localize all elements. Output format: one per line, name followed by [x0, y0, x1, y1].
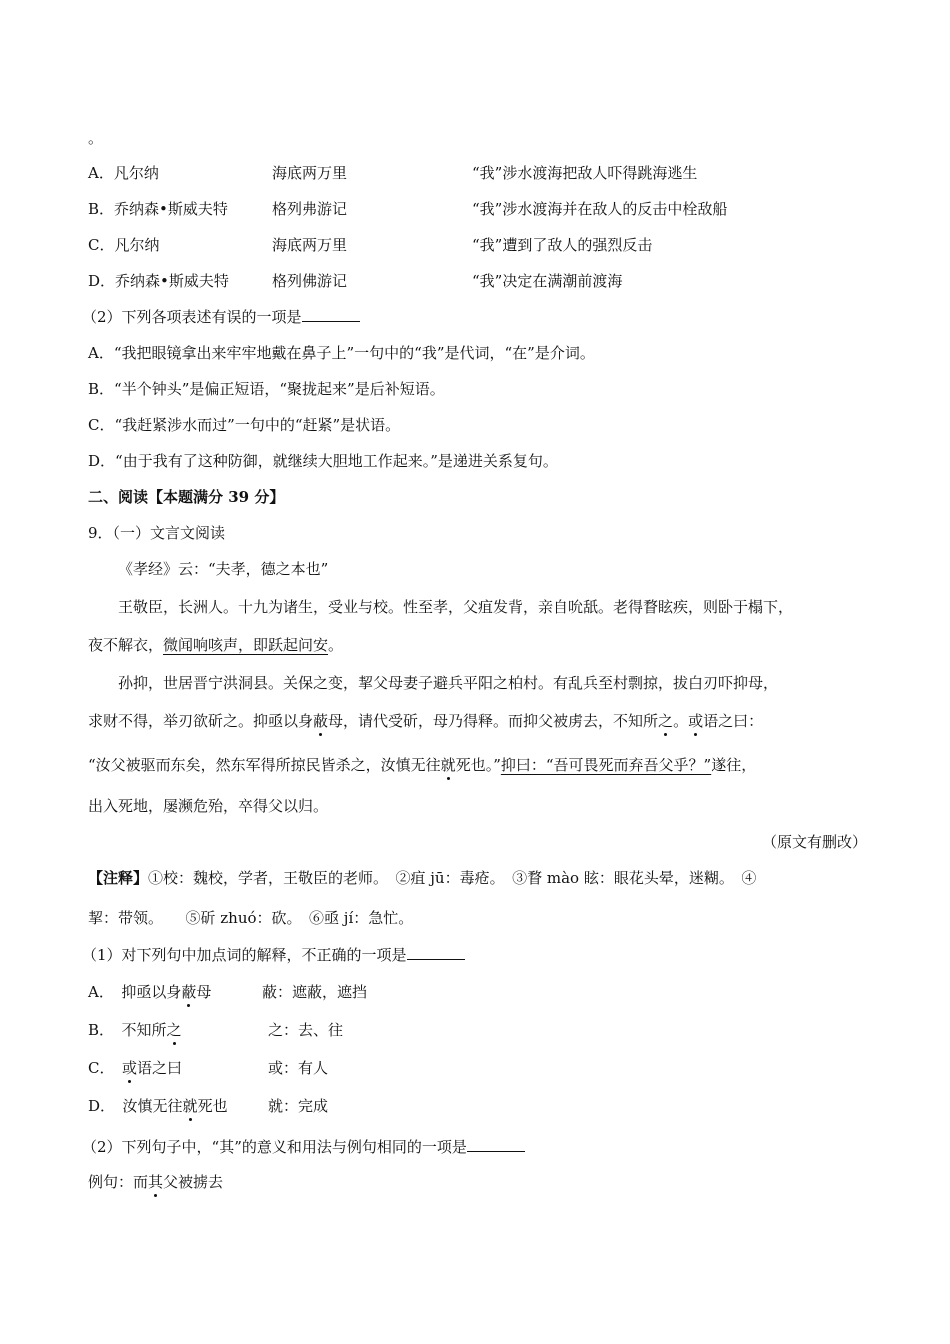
q9-1-option-a-expl: 蔽：遮蔽，遮挡 — [262, 983, 368, 1001]
q8-1-option-a-book: 海底两万里 — [272, 164, 348, 182]
q9-title: 9．（一）文言文阅读 — [88, 524, 226, 542]
top-mark: 。 — [88, 129, 104, 147]
q9-1-option-a: A． 抑亟以身蔽母 — [88, 983, 212, 1001]
dotted-char: 就 — [182, 1097, 198, 1115]
passage-p2-line2: 求财不得，举刃欲斫之。抑亟以身蔽母，请代受斫，母乃得释。而抑父被虏去，不知所之。或语之曰： — [88, 712, 764, 730]
q9-1-option-b: B． 不知所之 — [88, 1021, 182, 1039]
q9-1-stem: （1）对下列句中加点词的解释，不正确的一项是 — [82, 945, 465, 965]
q9-1-option-b-expl: 之：去、往 — [268, 1021, 344, 1039]
q8-2-option-d: D．“由于我有了这种防御，就继续大胆地工作起来。”是递进关系复句。 — [88, 452, 558, 470]
dotted-char: 之 — [658, 712, 674, 730]
passage-source: （原文有删改） — [762, 833, 868, 851]
passage-p2-line1: 孙抑，世居晋宁洪洞县。关保之变，挈父母妻子避兵平阳之柏村。有乱兵至村剽掠，拔白刃吓抑母， — [118, 674, 779, 692]
answer-blank[interactable] — [302, 307, 360, 322]
q9-1-option-d-expl: 就：完成 — [268, 1097, 329, 1115]
dotted-char: 就 — [440, 756, 456, 774]
q8-1-option-c-label: C．凡尔纳 — [88, 236, 160, 254]
dotted-char: 蔽 — [313, 712, 329, 730]
q9-2-example: 例句：而其父被掳去 — [88, 1173, 224, 1191]
passage-p2-line3: “汝父被驱而东矣，然东军得所掠民皆杀之，汝慎无往就死也。”抑曰：“吾可畏死而弃吾父乎？”遂往， — [88, 756, 757, 774]
answer-blank[interactable] — [467, 1137, 525, 1152]
q8-1-option-b-label: B．乔纳森•斯威夫特 — [88, 200, 228, 218]
passage-intro: 《孝经》云：“夫孝，德之本也” — [118, 560, 329, 578]
passage-p1-line2: 夜不解衣，微闻响咳声，即跃起问安。 — [88, 636, 344, 654]
q8-1-option-a-event: “我”涉水渡海把敌人吓得跳海逃生 — [472, 164, 698, 182]
answer-blank[interactable] — [407, 945, 465, 960]
q8-1-option-b-event: “我”涉水渡海并在敌人的反击中栓敌船 — [472, 200, 728, 218]
q8-1-option-b-book: 格列弗游记 — [272, 200, 348, 218]
q8-2-option-b: B．“半个钟头”是偏正短语，“聚拢起来”是后补短语。 — [88, 380, 445, 398]
section-title: 二、阅读【本题满分 39 分】 — [88, 488, 285, 506]
notes-line1: 【注释】①校：魏校，学者，王敬臣的老师。 ②疽 jū：毒疮。 ③瞀 mào 眩：眼花头晕，迷糊。 ④ — [88, 869, 757, 887]
q9-2-stem: （2）下列句子中，“其”的意义和用法与例句相同的一项是 — [82, 1137, 525, 1157]
q8-1-option-d-book: 格列佛游记 — [272, 272, 348, 290]
q8-2-option-a: A．“我把眼镜拿出来牢牢地戴在鼻子上”一句中的“我”是代词，“在”是介词。 — [88, 344, 595, 362]
underlined-sentence: 抑曰：“吾可畏死而弃吾父乎？” — [500, 756, 712, 774]
q8-1-option-c-book: 海底两万里 — [272, 236, 348, 254]
q8-2-option-c: C．“我赶紧涉水而过”一句中的“赶紧”是状语。 — [88, 416, 401, 434]
q9-1-option-d: D． 汝慎无往就死也 — [88, 1097, 228, 1115]
passage-p2-line4: 出入死地，屡濒危殆，卒得父以归。 — [88, 797, 329, 815]
dotted-char: 蔽 — [181, 983, 197, 1001]
q9-1-option-c-expl: 或：有人 — [268, 1059, 329, 1077]
dotted-char: 或 — [688, 712, 704, 730]
notes-line2: 挈：带领。 ⑤斫 zhuó：砍。 ⑥亟 jí：急忙。 — [88, 909, 414, 927]
underlined-sentence: 微闻响咳声，即跃起问安 — [163, 636, 329, 654]
q8-1-option-d-label: D．乔纳森•斯威夫特 — [88, 272, 229, 290]
q9-1-option-c: C． 或语之曰 — [88, 1059, 183, 1077]
dotted-char: 之 — [166, 1021, 182, 1039]
q8-1-option-a-label: A．凡尔纳 — [88, 164, 159, 182]
dotted-char: 其 — [148, 1173, 164, 1191]
q8-2-stem: （2）下列各项表述有误的一项是 — [82, 307, 360, 327]
dotted-char: 或 — [122, 1059, 138, 1077]
q8-1-option-d-event: “我”决定在满潮前渡海 — [472, 272, 623, 290]
q8-1-option-c-event: “我”遭到了敌人的强烈反击 — [472, 236, 653, 254]
passage-p1-line1: 王敬臣，长洲人。十九为诸生，受业与校。性至孝，父疽发背，亲自吮舐。老得瞀眩疾，则卧于榻下， — [118, 598, 794, 616]
